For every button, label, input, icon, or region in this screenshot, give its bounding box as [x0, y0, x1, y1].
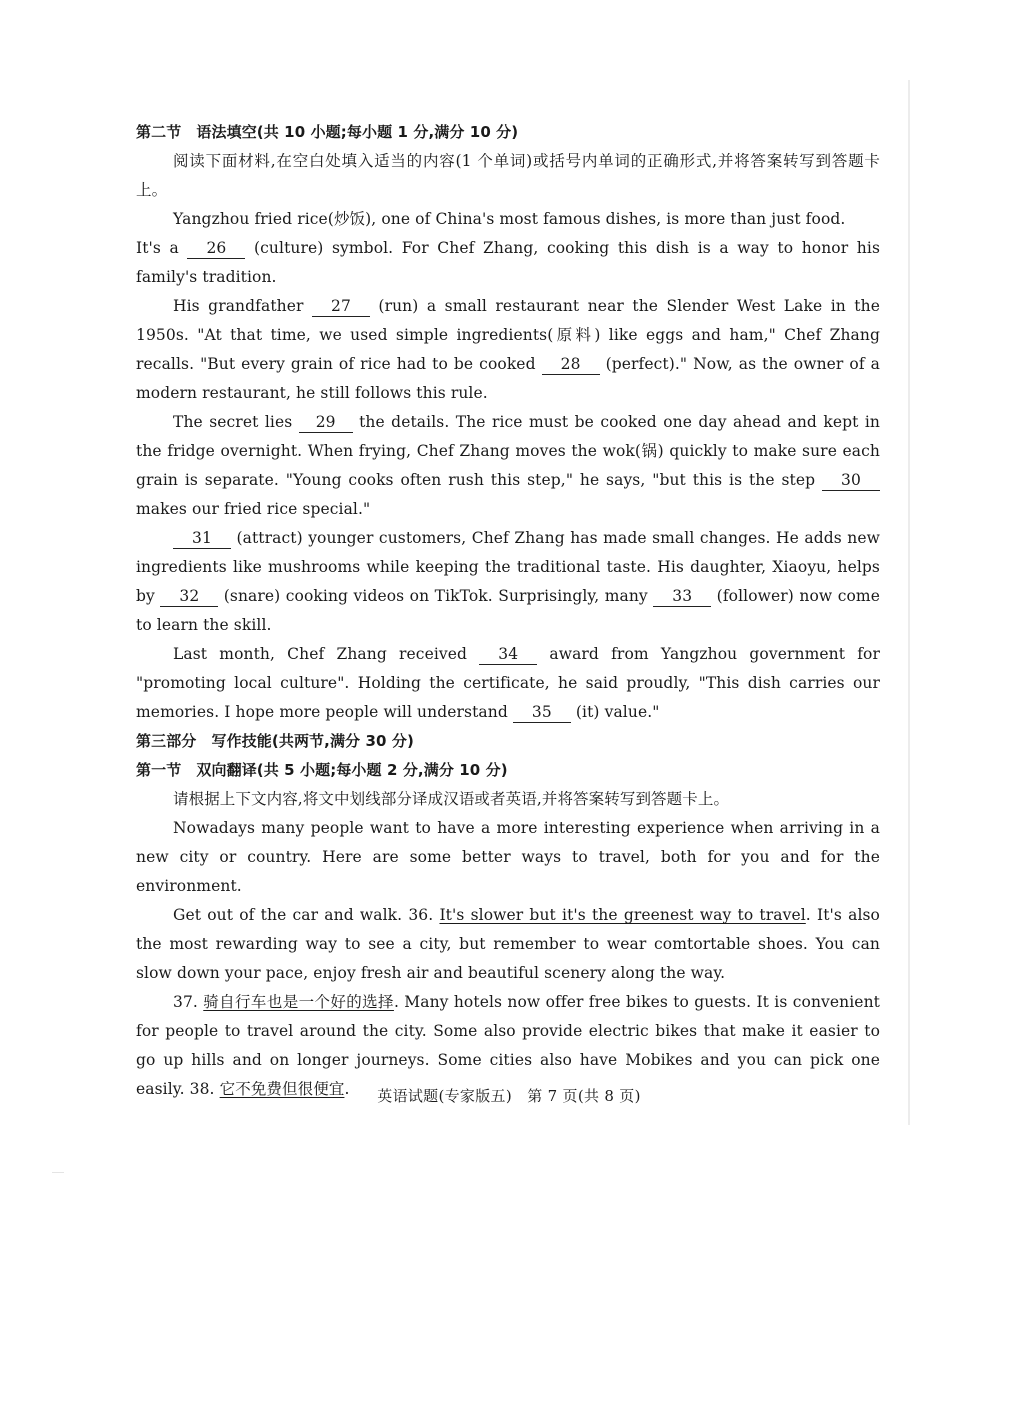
- page-footer: 英语试题(专家版五) 第 7 页(共 8 页): [377, 1087, 641, 1105]
- question-37-underlined: 骑自行车也是一个好的选择: [203, 993, 394, 1011]
- blank-31[interactable]: 31: [173, 528, 231, 549]
- text: (culture) symbol. For Chef Zhang, cooking this dish is a way to honor his family's tradition.: [136, 239, 880, 286]
- blank-33[interactable]: 33: [653, 586, 711, 607]
- text: .: [344, 1080, 350, 1098]
- passage-paragraph-1b: [136, 234, 880, 292]
- scan-edge: [908, 80, 910, 1125]
- passage-paragraph-1: [136, 205, 880, 234]
- text: Get out of the car and walk. 36.: [173, 906, 440, 924]
- text: . Many hotels now offer free bikes to guests. It is convenient for people to travel around the city. Some also provide electric bikes that make it easier to go up hills and on longer journeys. Some cities also have Mobikes and you can pick one easily. 38.: [136, 993, 880, 1098]
- text: Yangzhou fried rice(炒饭), one of China's most famous dishes, is more than just food.: [173, 210, 846, 228]
- text: (attract) younger customers, Chef Zhang has made small changes. He adds new ingredients like mushrooms while keeping the traditional taste. His daughter, Xiaoyu, helps by: [136, 529, 880, 605]
- blank-32[interactable]: 32: [160, 586, 218, 607]
- blank-29[interactable]: 29: [299, 412, 353, 433]
- blank-35[interactable]: 35: [513, 702, 571, 723]
- section1-heading: 第一节 双向翻译(共 5 小题;每小题 2 分,满分 10 分): [136, 761, 508, 779]
- section1-instruction: 请根据上下文内容,将文中划线部分译成汉语或者英语,并将答案转写到答题卡上。: [173, 790, 730, 808]
- text: (follower) now come to learn the skill.: [136, 587, 881, 634]
- text: makes our fried rice special.": [136, 500, 371, 518]
- translation-paragraph-2: [136, 901, 880, 988]
- text: His grandfather: [173, 297, 312, 315]
- text: Last month, Chef Zhang received: [173, 645, 480, 663]
- translation-paragraph-1: Nowadays many people want to have a more interesting experience when arriving in a new city or country. Here are some better ways to travel, both for you and for the environment.: [136, 819, 880, 895]
- page-content: [136, 118, 880, 1104]
- text: (snare) cooking videos on TikTok. Surprisingly, many: [218, 587, 654, 605]
- text: award from Yangzhou government for "promoting local culture". Holding the certificate, he said proudly, "This dish carries our memories. I hope more people will understand: [136, 645, 880, 721]
- text: It's a: [136, 239, 188, 257]
- question-38-underlined: 它不免费但很便宜: [219, 1080, 345, 1098]
- text: (run) a small restaurant near the Slender West Lake in the 1950s. "At that time, we used simple ingredients(原料) like eggs and ham," Chef Zhang recalls. "But every grain of rice had to be cooked: [136, 297, 880, 373]
- text: 37.: [173, 993, 204, 1011]
- blank-28[interactable]: 28: [542, 354, 600, 375]
- part3-heading: 第三部分 写作技能(共两节,满分 30 分): [136, 732, 414, 750]
- blank-27[interactable]: 27: [312, 296, 370, 317]
- text: . It's also the most rewarding way to see a city, but remember to wear comtortable shoes. You can slow down your pace, enjoy fresh air and beautiful scenery along the way.: [136, 906, 880, 982]
- section2-heading: 第二节 语法填空(共 10 小题;每小题 1 分,满分 10 分): [136, 123, 519, 141]
- question-36-underlined: It's slower but it's the greenest way to travel: [439, 906, 806, 924]
- passage-paragraph-2: [136, 292, 880, 408]
- passage-paragraph-3: [136, 408, 880, 524]
- blank-34[interactable]: 34: [479, 644, 537, 665]
- passage-paragraph-5: [136, 640, 880, 727]
- text: The secret lies: [173, 413, 299, 431]
- section2-instruction: 阅读下面材料,在空白处填入适当的内容(1 个单词)或括号内单词的正确形式,并将答案转写到答题卡上。: [136, 152, 880, 199]
- scan-speck: [52, 1172, 64, 1173]
- text: the details. The rice must be cooked one day ahead and kept in the fridge overnight. When frying, Chef Zhang moves the wok(锅) quickly to make sure each grain is separate. "Young cooks often rush this step," he says, "but this is the step: [136, 413, 880, 489]
- passage-paragraph-4: [136, 524, 880, 640]
- text: (it) value.": [570, 703, 660, 721]
- blank-26[interactable]: 26: [187, 238, 245, 259]
- blank-30[interactable]: 30: [822, 470, 880, 491]
- text: (perfect)." Now, as the owner of a modern restaurant, he still follows this rule.: [136, 355, 880, 402]
